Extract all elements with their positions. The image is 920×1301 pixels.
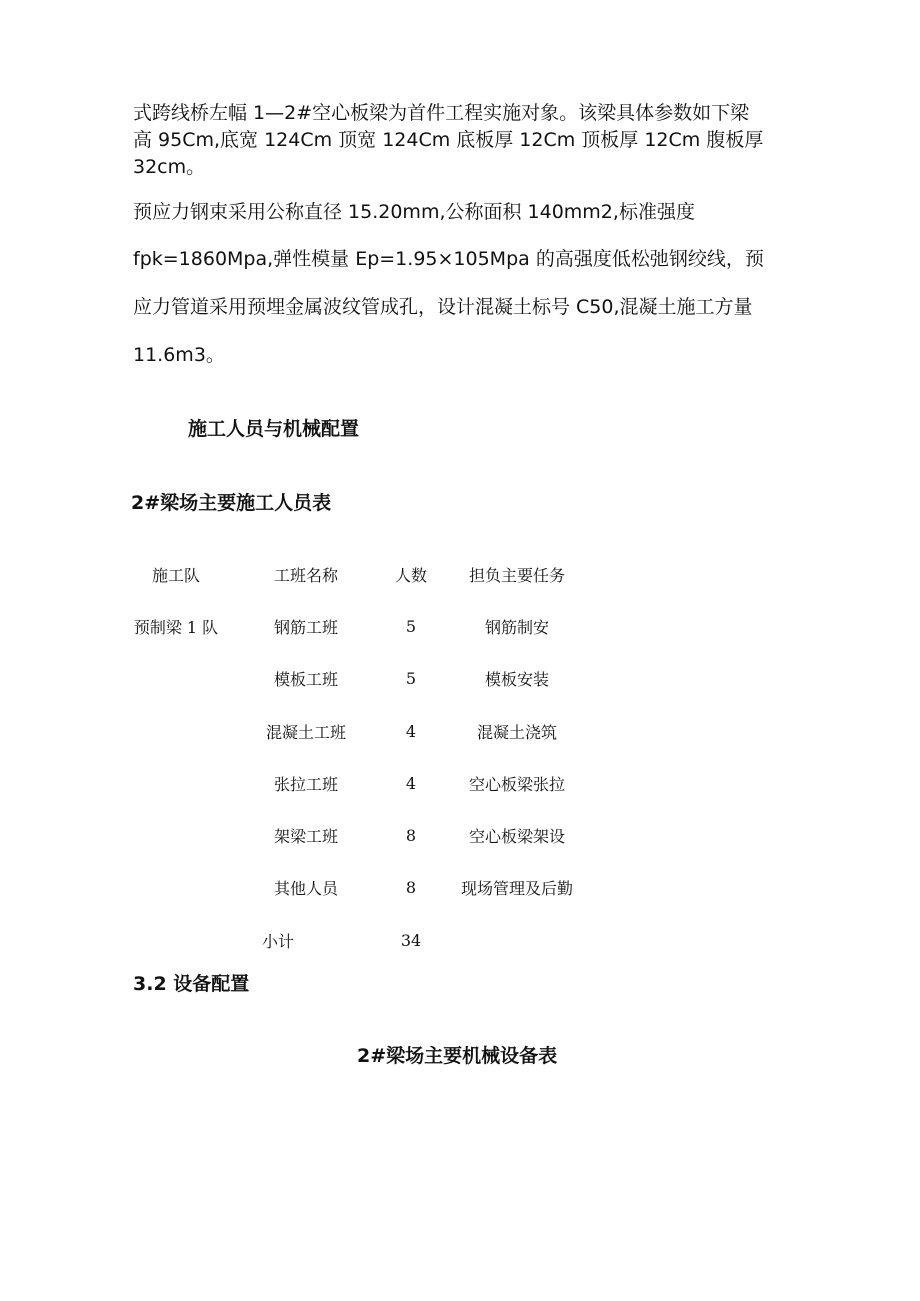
crew-task: 模板安装 <box>484 670 549 690</box>
staff-table-header-row <box>120 548 592 600</box>
subtotal-row <box>120 914 592 966</box>
prestress-line-4: 11.6m3。 <box>133 344 225 366</box>
section-heading-personnel: 施工人员与机械配置 <box>188 418 360 440</box>
crew-task: 现场管理及后勤 <box>460 879 573 899</box>
crew-name: 架梁工班 <box>273 827 338 847</box>
section-heading-equipment: 3.2 设备配置 <box>133 973 250 995</box>
staff-table-caption: 2#梁场主要施工人员表 <box>131 492 332 514</box>
intro-line-2: 高 95Cm,底宽 124Cm 顶宽 124Cm 底板厚 12Cm 顶板厚 12Cm 腹板厚 <box>133 129 764 151</box>
crew-name: 钢筋工班 <box>273 617 338 637</box>
subtotal-label: 小计 <box>262 931 295 951</box>
crew-task: 空心板梁张拉 <box>468 774 565 794</box>
equipment-table-caption: 2#梁场主要机械设备表 <box>357 1045 558 1067</box>
header-crew-name: 工班名称 <box>273 565 338 585</box>
crew-count: 5 <box>405 669 417 689</box>
table-row <box>120 705 592 757</box>
crew-name: 混凝土工班 <box>265 722 346 742</box>
table-row <box>120 757 592 809</box>
team-name: 预制梁 1 队 <box>133 617 219 637</box>
crew-name: 其他人员 <box>273 879 338 899</box>
intro-line-1: 式跨线桥左幅 1—2#空心板梁为首件工程实施对象。该梁具体参数如下梁 <box>133 102 750 124</box>
crew-name: 模板工班 <box>273 670 338 690</box>
table-row <box>120 862 592 914</box>
intro-line-3: 32cm。 <box>133 156 206 178</box>
crew-count: 5 <box>405 616 417 636</box>
crew-count: 8 <box>405 878 417 898</box>
header-team: 施工队 <box>151 565 200 585</box>
prestress-line-1: 预应力钢束采用公称直径 15.20mm,公称面积 140mm2,标准强度 <box>133 201 695 223</box>
header-main-task: 担负主要任务 <box>468 565 565 585</box>
table-row <box>120 653 592 705</box>
table-row <box>120 600 592 652</box>
crew-task: 钢筋制安 <box>484 617 549 637</box>
staff-table <box>120 548 592 966</box>
crew-count: 4 <box>405 721 417 741</box>
table-row <box>120 809 592 861</box>
header-headcount: 人数 <box>394 565 427 585</box>
crew-count: 8 <box>405 826 417 846</box>
crew-name: 张拉工班 <box>273 774 338 794</box>
crew-task: 空心板梁架设 <box>468 827 565 847</box>
prestress-line-2: fpk=1860Mpa,弹性模量 Ep=1.95×105Mpa 的高强度低松弛钢绞线，预 <box>133 248 764 270</box>
crew-count: 4 <box>405 773 417 793</box>
subtotal-value: 34 <box>400 930 422 950</box>
crew-task: 混凝土浇筑 <box>476 722 557 742</box>
prestress-line-3: 应力管道采用预埋金属波纹管成孔，设计混凝土标号 C50,混凝土施工方量 <box>133 296 753 318</box>
